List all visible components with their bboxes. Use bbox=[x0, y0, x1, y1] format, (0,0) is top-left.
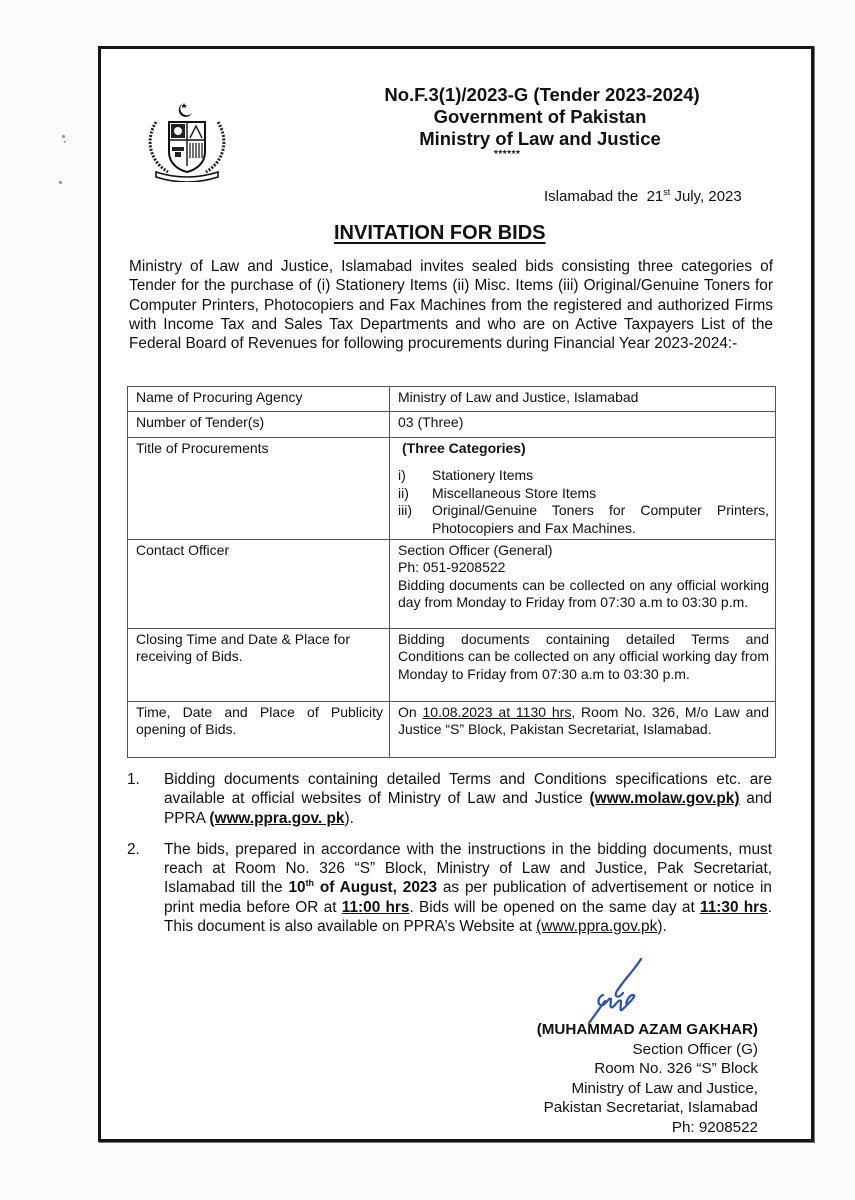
ppra-website-link[interactable]: (www.ppra.gov.pk bbox=[536, 918, 658, 936]
intro-paragraph: Ministry of Law and Justice, Islamabad invites sealed bids consisting three categories of Tender for the purchase of (i) Stationery Items (ii) Misc. Items (iii) Original/Genuine Toners for Computer Printers, Photocopiers and Fax Machines from the registered and authorized Firms with Income Tax and Sales Tax Departments and who are on Active Taxpayers List of the Federal Board of Revenues for following procurements during Financial Year 2023-2024:- bbox=[129, 258, 773, 353]
category-item: iii) Original/Genuine Toners for Computer Printers, Photocopiers and Fax Machines. bbox=[398, 502, 769, 536]
signature-icon bbox=[575, 955, 665, 1025]
submission-time: 11:00 hrs bbox=[341, 898, 410, 916]
list-item: 1. Bidding documents containing detailed Terms and Conditions specifications etc. are available at official websites of Ministry of Law and Justice (www.molaw.gov.pk) and PPRA (www.ppra.gov. pk). bbox=[127, 771, 772, 827]
government-name: Government of Pakistan bbox=[433, 106, 647, 127]
row-value: Bidding documents containing detailed Terms and Conditions can be collected on any official working day from Monday to Friday from 07:30 a.m to 03:30 p.m. bbox=[390, 629, 776, 702]
row-value bbox=[390, 438, 776, 540]
signatory-address: Pakistan Secretariat, Islamabad bbox=[543, 1099, 758, 1116]
opening-time: 11:30 hrs bbox=[699, 898, 768, 916]
table-row bbox=[128, 438, 776, 540]
deadline-date: 10th of August, 2023 bbox=[288, 878, 438, 897]
row-value: 03 (Three) bbox=[390, 412, 776, 438]
signatory-designation: Section Officer (G) bbox=[632, 1040, 758, 1058]
row-label: Contact Officer bbox=[128, 540, 390, 629]
row-label: Number of Tender(s) bbox=[128, 412, 390, 438]
categories-heading: (Three Categories) bbox=[402, 440, 526, 456]
document-title: INVITATION FOR BIDS bbox=[334, 222, 546, 244]
category-item: ii) Miscellaneous Store Items bbox=[398, 484, 597, 501]
signatory-phone: Ph: 9208522 bbox=[671, 1118, 758, 1136]
contact-phone: Ph: 051-9208522 bbox=[398, 559, 506, 576]
contact-note: Bidding documents can be collected on any official working day from Monday to Friday from 07:30 a.m to 03:30 p.m. bbox=[398, 576, 769, 611]
row-value bbox=[390, 540, 776, 629]
category-item: i) Stationery Items bbox=[398, 467, 534, 484]
contact-officer-title: Section Officer (General) bbox=[398, 542, 553, 559]
ppra-website-link[interactable]: (www.ppra.gov. pk bbox=[209, 809, 345, 827]
signature-block bbox=[500, 1020, 758, 1137]
shield-icon bbox=[169, 122, 205, 172]
pakistan-state-emblem-icon bbox=[142, 100, 232, 182]
letterhead bbox=[320, 84, 760, 150]
row-label: Time, Date and Place of Publicity opening of Bids. bbox=[128, 702, 390, 758]
table-row bbox=[128, 702, 776, 758]
scroll-ribbon-icon bbox=[156, 172, 218, 182]
table-row bbox=[128, 629, 776, 702]
notes-list bbox=[127, 770, 772, 948]
molaw-website-link[interactable]: (www.molaw.gov.pk) bbox=[589, 790, 740, 808]
file-number: No.F.3(1)/2023-G (Tender 2023-2024) bbox=[384, 84, 700, 105]
header-separator: ****** bbox=[494, 149, 521, 160]
opening-date-time: 10.08.2023 at 1130 hrs bbox=[422, 704, 572, 721]
row-label: Closing Time and Date & Place for receiving of Bids. bbox=[128, 629, 390, 702]
ministry-name: Ministry of Law and Justice bbox=[419, 128, 661, 149]
table-row bbox=[128, 412, 776, 438]
crescent-star-icon bbox=[179, 103, 192, 117]
row-label: Title of Procurements bbox=[128, 438, 390, 540]
row-value: On 10.08.2023 at 1130 hrs, Room No. 326, M/o Law and Justice “S” Block, Pakistan Secretariat, Islamabad. bbox=[390, 702, 776, 758]
issue-date: Islamabad the 21st July, 2023 bbox=[544, 187, 742, 205]
signatory-name: (MUHAMMAD AZAM GAKHAR) bbox=[536, 1021, 758, 1038]
table-row bbox=[128, 540, 776, 629]
scan-specks bbox=[62, 135, 68, 195]
row-value: Ministry of Law and Justice, Islamabad bbox=[390, 387, 776, 412]
signatory-room: Room No. 326 “S” Block bbox=[594, 1060, 758, 1077]
table-row bbox=[128, 387, 776, 412]
list-item: 2. The bids, prepared in accordance with the instructions in the bidding documents, must reach at Room No. 326 “S” Block, Ministry of Law and Justice, Pak Secretariat, Islamabad till the 10th of August, 2023 as per publication of advertisement or notice in print media before OR at 11:00 hrs. Bids will be opened on the same day at 11:30 hrs. This document is also available on PPRA’s Website at (www.ppra.gov.pk). bbox=[127, 840, 772, 936]
procurement-table bbox=[127, 386, 776, 758]
row-label: Name of Procuring Agency bbox=[128, 387, 390, 412]
signatory-ministry: Ministry of Law and Justice, bbox=[571, 1079, 758, 1097]
